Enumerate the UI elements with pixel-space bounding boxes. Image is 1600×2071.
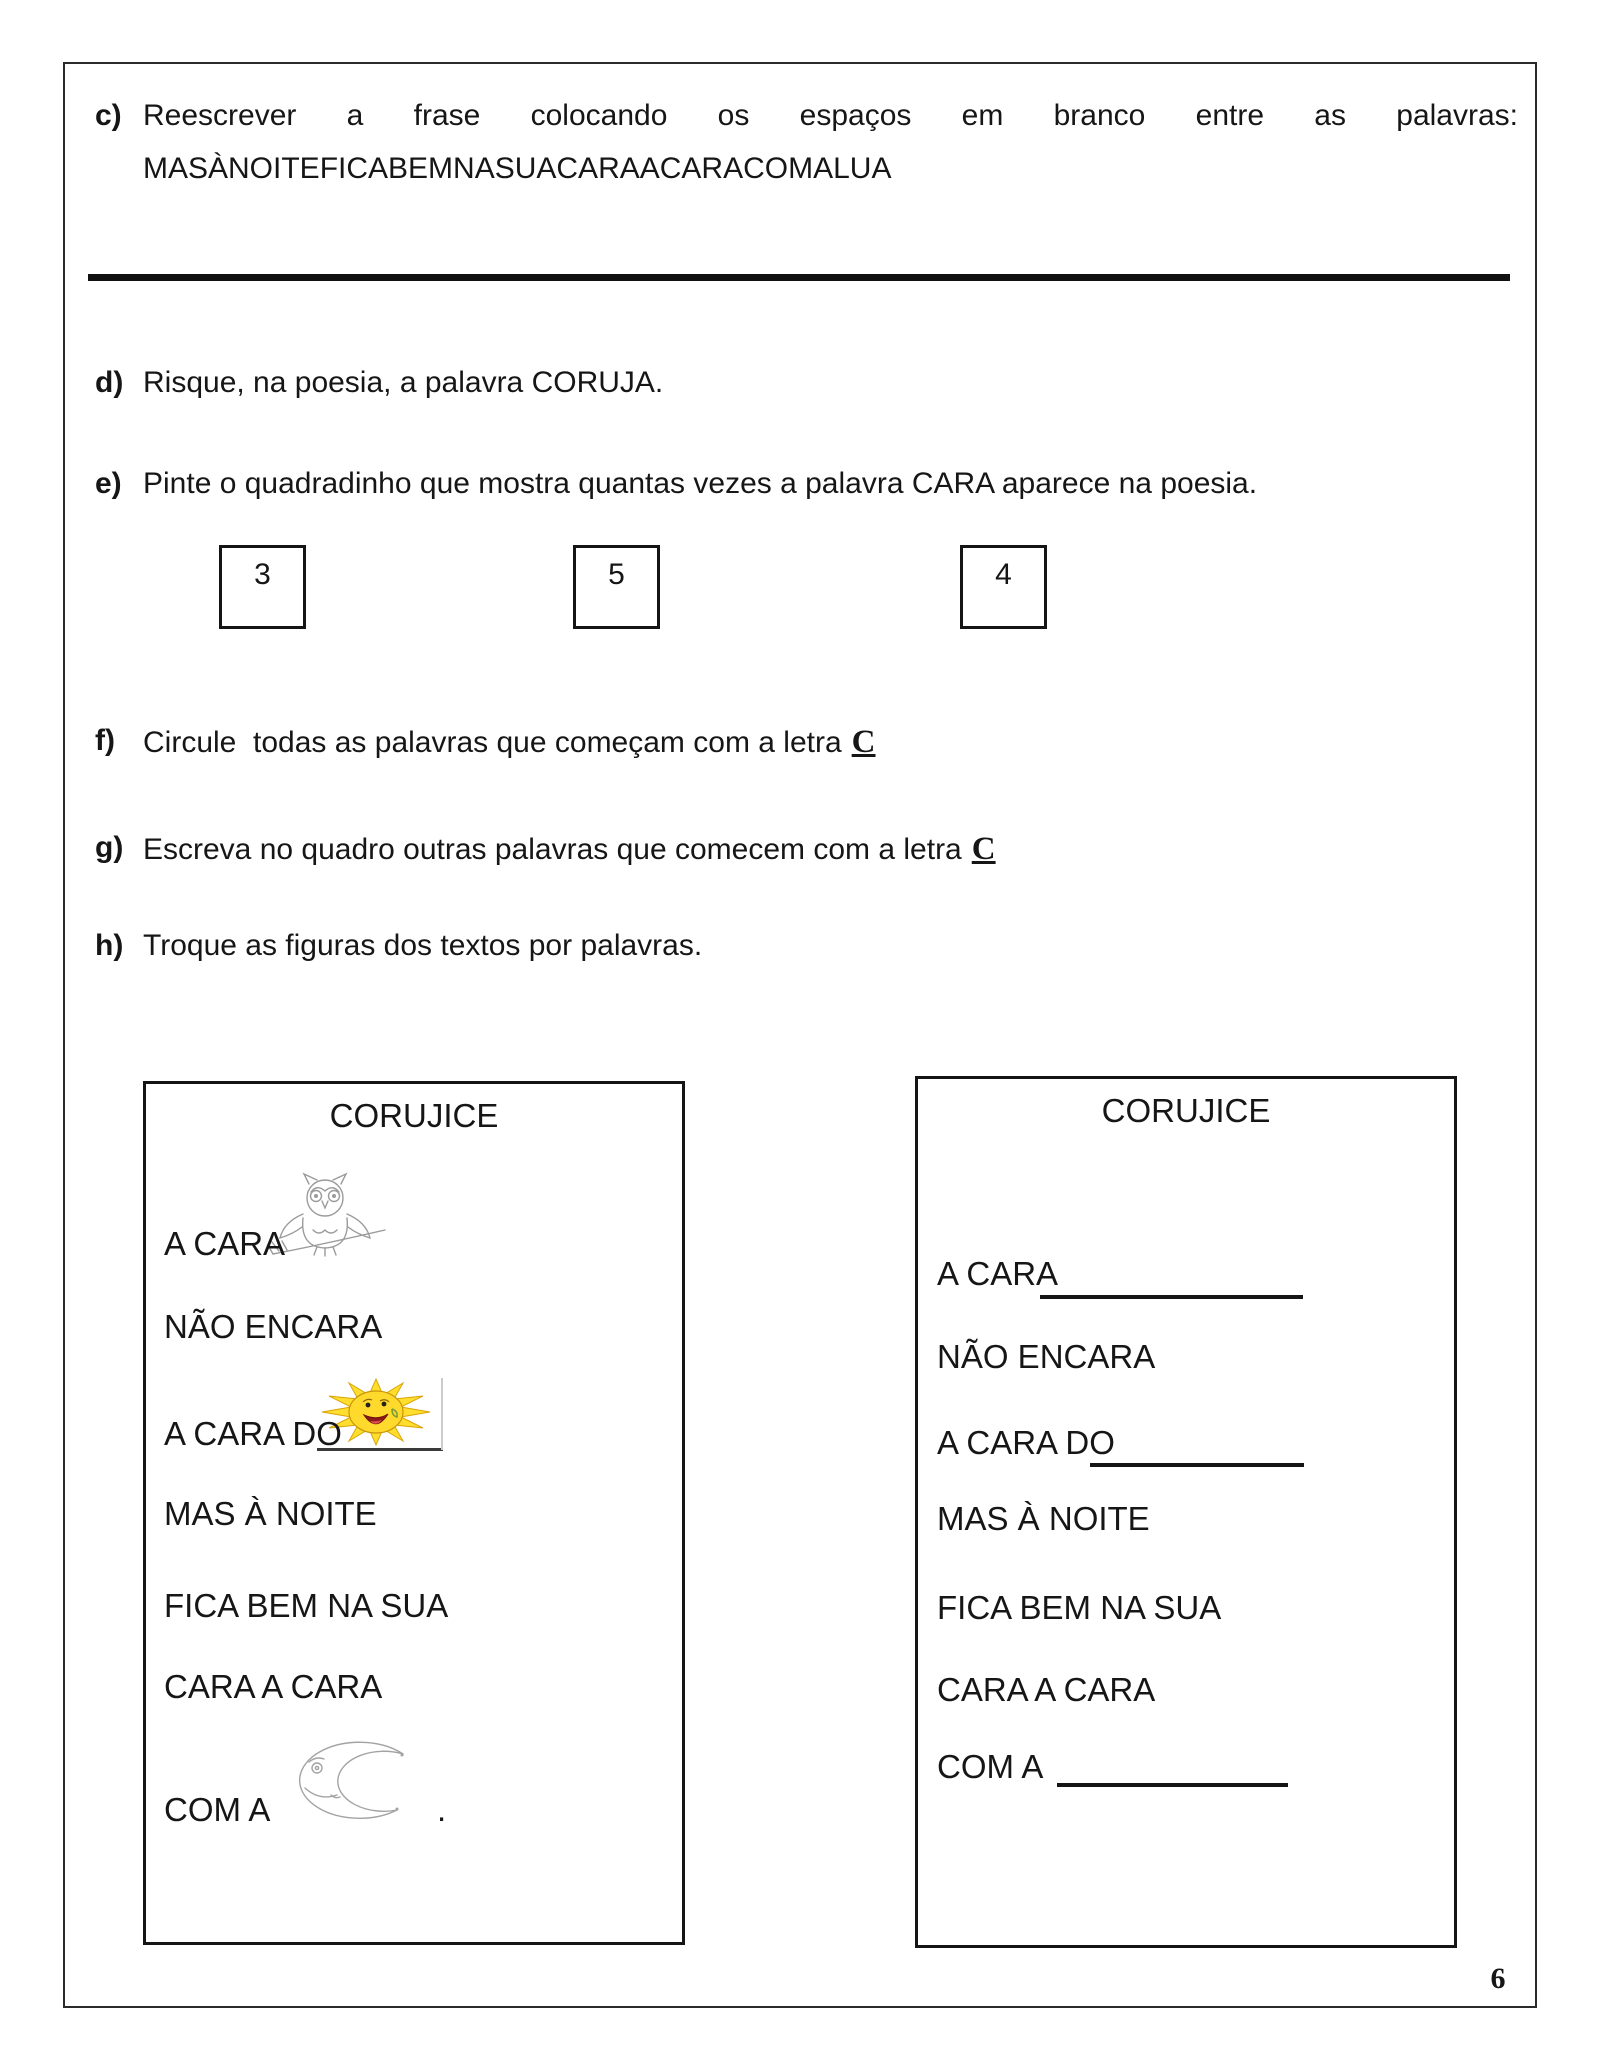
question-e-label: e) <box>95 467 122 500</box>
letter-c-underlined: C <box>851 724 876 760</box>
question-f-text <box>143 724 876 762</box>
poem-line-period: . <box>437 1791 447 1828</box>
question-c-phrase: MASÀNOITEFICABEMNASUACARAACARACOMALUA <box>143 152 892 185</box>
question-h-text: Troque as figuras dos textos por palavras. <box>143 929 703 962</box>
page-number: 6 <box>1490 1962 1506 1995</box>
question-g-sentence: Escreva no quadro outras palavras que comecem com a letra <box>143 833 962 866</box>
letter-c-underlined: C <box>971 831 996 867</box>
poem-line: A CARA <box>164 1225 286 1262</box>
poem-line: NÃO ENCARA <box>164 1308 383 1345</box>
answer-blank-sun[interactable] <box>1090 1463 1304 1467</box>
poem-line: A CARA DO <box>937 1424 1115 1461</box>
question-g-label: g) <box>95 831 124 864</box>
poem-line: FICA BEM NA SUA <box>164 1587 449 1624</box>
question-d-text: Risque, na poesia, a palavra CORUJA. <box>143 366 664 399</box>
poem-line: FICA BEM NA SUA <box>937 1589 1222 1626</box>
poem-line: CARA A CARA <box>937 1671 1156 1708</box>
question-h-label: h) <box>95 929 124 962</box>
question-f-label: f) <box>95 724 115 757</box>
question-g-text <box>143 831 996 869</box>
answer-blank-moon[interactable] <box>1057 1783 1288 1787</box>
poem-line: A CARA <box>937 1255 1059 1292</box>
poem-line: MAS À NOITE <box>164 1495 377 1532</box>
poem-line: MAS À NOITE <box>937 1500 1150 1537</box>
count-box-3[interactable] <box>219 545 306 629</box>
question-c-text: Reescrever a frase colocando os espaços em branco entre as palavras: <box>143 99 1518 132</box>
poem-line: COM A <box>164 1791 271 1828</box>
poem-line: A CARA DO <box>164 1415 342 1452</box>
count-box-4-value: 4 <box>995 558 1012 591</box>
count-box-4[interactable] <box>960 545 1047 629</box>
question-c-label: c) <box>95 99 122 132</box>
poem-line: CARA A CARA <box>164 1668 383 1705</box>
poem-title: CORUJICE <box>329 1097 499 1134</box>
owl-image <box>267 1170 393 1260</box>
question-e-text: Pinte o quadradinho que mostra quantas vezes a palavra CARA aparece na poesia. <box>143 467 1258 500</box>
question-d-label: d) <box>95 366 124 399</box>
moon-image <box>287 1738 425 1826</box>
answer-rule-line[interactable] <box>88 274 1510 281</box>
count-box-3-value: 3 <box>254 558 271 591</box>
poem-title: CORUJICE <box>1101 1092 1271 1129</box>
count-box-5[interactable] <box>573 545 660 629</box>
poem-box-illustrated <box>143 1081 685 1945</box>
poem-line: NÃO ENCARA <box>937 1338 1156 1375</box>
question-f-sentence: Circule todas as palavras que começam com a letra <box>143 726 842 759</box>
count-box-5-value: 5 <box>608 558 625 591</box>
poem-box-blanks <box>915 1076 1457 1948</box>
answer-blank-owl[interactable] <box>1040 1295 1303 1299</box>
poem-line: COM A <box>937 1748 1044 1785</box>
sun-image-edge <box>441 1378 443 1450</box>
